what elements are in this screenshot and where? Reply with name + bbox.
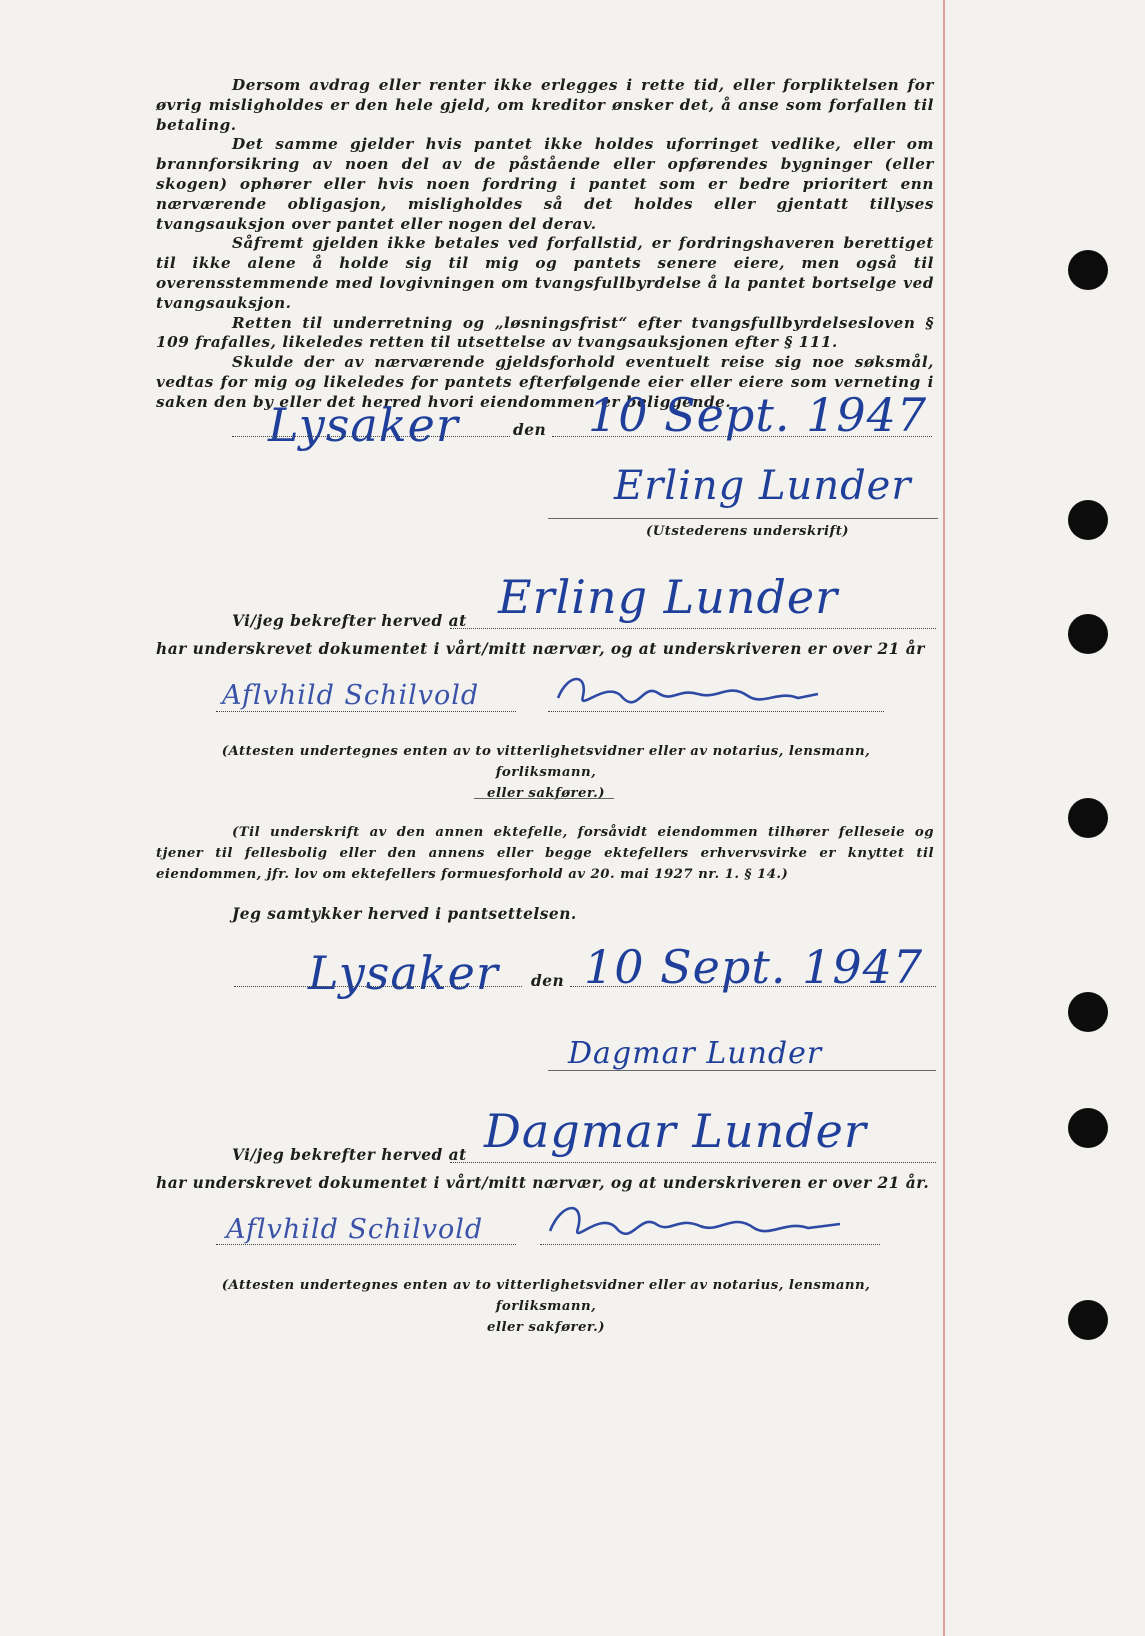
punch-hole	[1068, 614, 1108, 654]
legal-terms	[156, 76, 934, 413]
confirm-name-line	[450, 1162, 936, 1163]
witness1-signature: Aflvhild Schilvold	[226, 1214, 484, 1245]
date-line	[552, 436, 932, 437]
attest-caption	[186, 741, 906, 804]
attest-caption-line: (Attesten undertegnes enten av to vitterlighetsvidner eller av notarius, lensmann, forliksmann,	[221, 1278, 871, 1314]
legal-paragraph: Det samme gjelder hvis pantet ikke holdes uforringet vedlike, eller om brannforsikring av noen del av de påstående eller opførendes bygninger (eller skogen) ophører eller hvis noen fordring i pantet som er bedre prioritert enn nærværende obligasjon, misligholdes så det holdes eller gjentatt tillyses tvangsauksjon over pantet eller nogen del derav.	[156, 135, 934, 233]
confirm-label: Vi/jeg bekrefter herved at	[232, 612, 467, 630]
spouse-signature: Dagmar Lunder	[568, 1036, 823, 1071]
witness2-line	[548, 711, 884, 712]
witness1-line	[216, 711, 516, 712]
legal-paragraph: Retten til underretning og „løsningsfrist“ efter tvangsfullbyrdelsesloven § 109 frafalles, likeledes retten til utsettelse av tvangsauksjonen efter § 111.	[156, 313, 934, 352]
witness2-line	[540, 1244, 880, 1245]
issuer-signature-line	[548, 518, 938, 519]
punch-hole	[1068, 1108, 1108, 1148]
section-divider	[474, 798, 614, 799]
spouse-note-text: (Til underskrift av den annen ektefelle, forsåvidt eiendommen tilhører felleseie og tjener til fellesbolig eller den annens eller begge ektefellers erhvervsvirke er knyttet til eiendommen, jfr. lov om ektefellers formuesforhold av 20. mai 1927 nr. 1. § 14.)	[156, 825, 934, 882]
place-line	[234, 986, 522, 987]
den-label: den	[513, 421, 547, 439]
issuer-caption: (Utstederens underskrift)	[646, 524, 850, 539]
date-handwritten: 10 Sept. 1947	[588, 388, 928, 442]
date-handwritten: 10 Sept. 1947	[584, 940, 924, 994]
confirm-label: Vi/jeg bekrefter herved at	[232, 1146, 467, 1164]
attest-caption	[186, 1275, 906, 1338]
date-line	[570, 986, 936, 987]
issuer-signature: Erling Lunder	[614, 463, 912, 509]
attest-caption-line: (Attesten undertegnes enten av to vitterlighetsvidner eller av notarius, lensmann, forliksmann,	[221, 744, 871, 780]
confirm-name-handwritten: Erling Lunder	[498, 570, 839, 624]
margin-rule	[943, 0, 945, 1636]
confirm-rest: har underskrevet dokumentet i vårt/mitt nærvær, og at underskriveren er over 21 år.	[156, 1174, 930, 1192]
punch-hole	[1068, 500, 1108, 540]
confirm-name-handwritten: Dagmar Lunder	[484, 1104, 867, 1158]
confirm-name-line	[450, 628, 936, 629]
punch-hole	[1068, 992, 1108, 1032]
attest-caption-line: eller sakfører.)	[487, 1320, 605, 1335]
legal-paragraph: Dersom avdrag eller renter ikke erlegges i rette tid, eller forpliktelsen for øvrig misligholdes er den hele gjeld, om kreditor ønsker det, å anse som forfallen til betaling.	[156, 76, 934, 134]
witness1-signature: Aflvhild Schilvold	[222, 680, 480, 711]
attest-caption-line: eller sakfører.)	[487, 786, 605, 801]
consent-label: Jeg samtykker herved i pantsettelsen.	[232, 905, 577, 923]
punch-hole	[1068, 250, 1108, 290]
witness1-line	[216, 1244, 516, 1245]
spouse-signature-line	[548, 1070, 936, 1071]
place-handwritten: Lysaker	[268, 398, 459, 452]
confirm-rest: har underskrevet dokumentet i vårt/mitt nærvær, og at underskriveren er over 21 år	[156, 640, 925, 658]
place-handwritten: Lysaker	[308, 946, 499, 1000]
spouse-note	[156, 822, 934, 885]
punch-hole	[1068, 1300, 1108, 1340]
den-label: den	[531, 972, 565, 990]
legal-paragraph: Såfremt gjelden ikke betales ved forfallstid, er fordringshaveren berettiget til ikke alene å holde sig til mig og pantets senere eiere, men også til overensstemmende med lovgivningen om tvangsfullbyrdelse å la pantet bortselge ved tvangsauksjon.	[156, 234, 934, 312]
legal-paragraph: Skulde der av nærværende gjeldsforhold eventuelt reise sig noe søksmål, vedtas for mig og likeledes for pantets efterfølgende eier eller eiere som verneting i saken den by eller det herred hvori eiendommen er beliggende.	[156, 353, 934, 411]
place-line	[232, 436, 510, 437]
punch-hole	[1068, 798, 1108, 838]
